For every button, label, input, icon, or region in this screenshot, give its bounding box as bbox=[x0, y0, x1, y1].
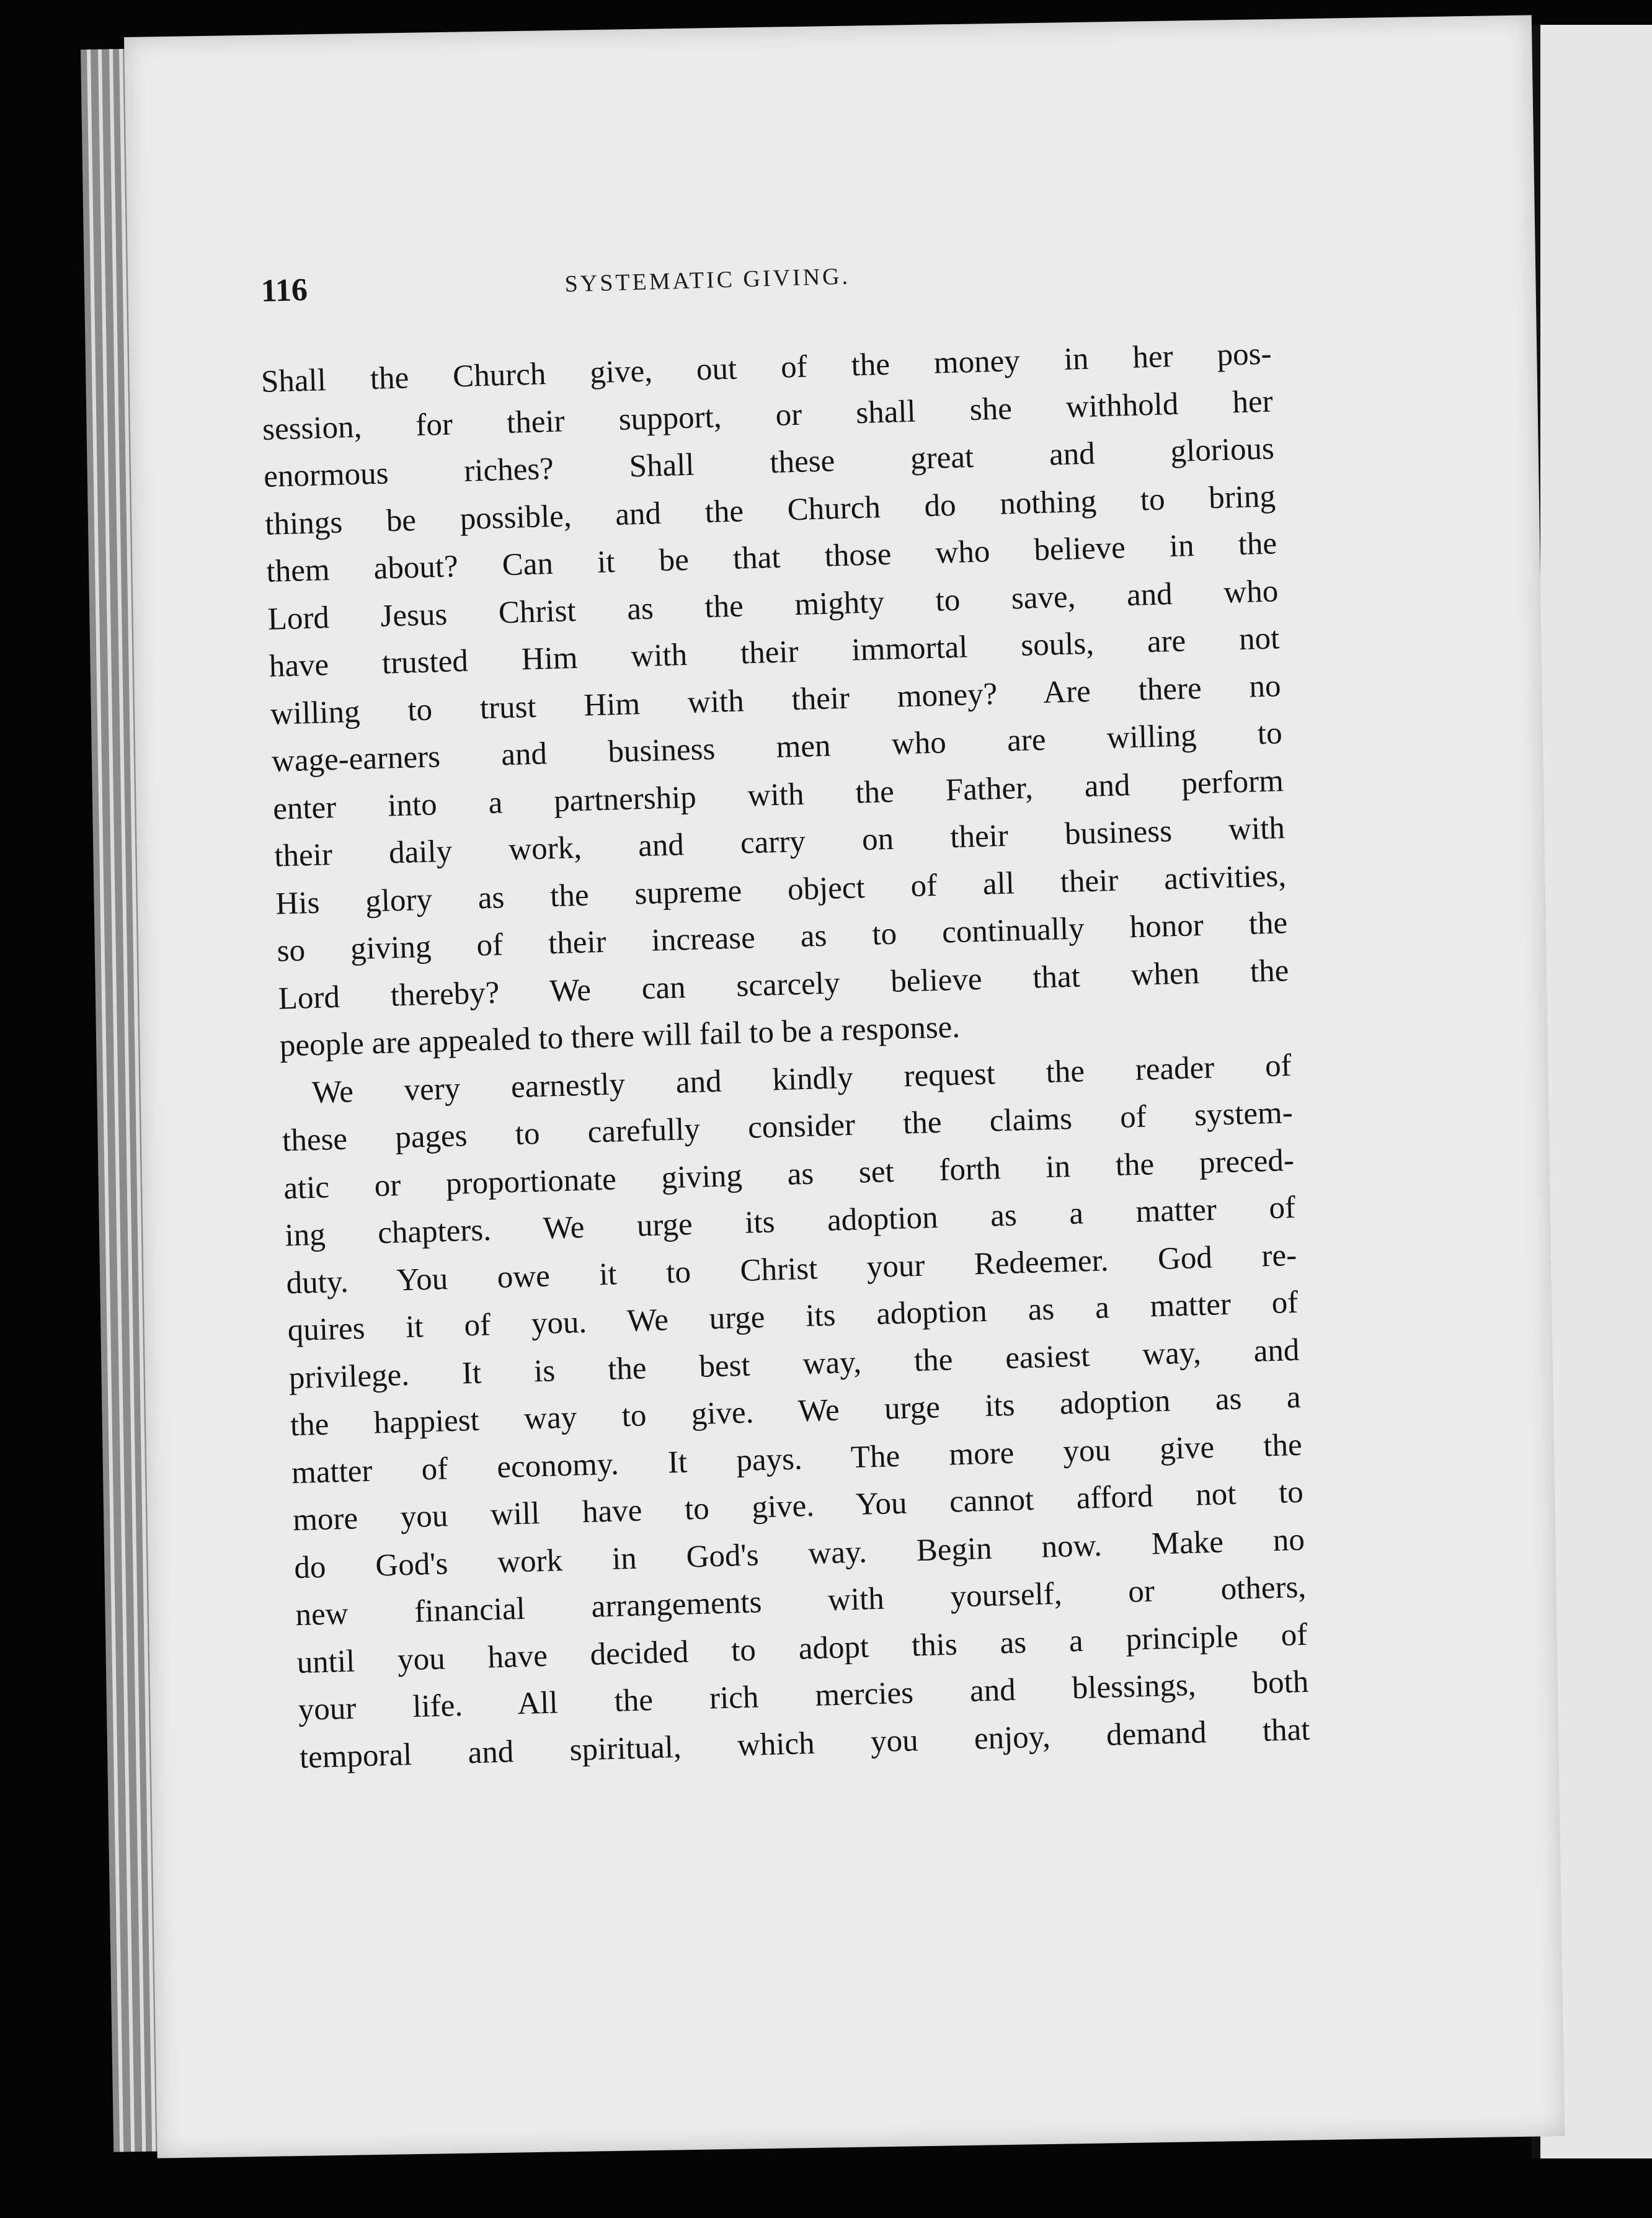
text-line: Lord thereby? We can scarcely believe that when the bbox=[278, 953, 1289, 1017]
text-line: until you have decided to adopt this as a principle of bbox=[296, 1617, 1308, 1680]
text-line: Lord Jesus Christ as the mighty to save, and who bbox=[267, 573, 1279, 637]
text-line: privilege. It is the best way, the easiest way, and bbox=[288, 1332, 1300, 1396]
text-line: ing chapters. We urge its adoption as a matter of bbox=[284, 1190, 1296, 1254]
text-line: quires it of you. We urge its adoption as a matter of bbox=[286, 1285, 1299, 1348]
text-line: so giving of their increase as to continually honor the bbox=[276, 906, 1288, 969]
text-line: temporal and spiritual, which you enjoy, demand that bbox=[299, 1712, 1311, 1775]
running-head: SYSTEMATIC GIVING. bbox=[564, 263, 851, 298]
text-line: new financial arrangements with yourself, or others, bbox=[295, 1569, 1307, 1633]
text-line: do God's work in God's way. Begin now. Make no bbox=[293, 1522, 1305, 1585]
text-line: more you will have to give. You cannot afford not to bbox=[292, 1474, 1304, 1538]
body-text bbox=[260, 330, 1310, 1781]
text-line: enormous riches? Shall these great and glorious bbox=[263, 431, 1275, 494]
text-line: them about? Can it be that those who believe in the bbox=[265, 526, 1277, 589]
text-line: your life. All the rich mercies and blessings, both bbox=[298, 1664, 1310, 1728]
paragraph bbox=[260, 330, 1290, 1070]
text-line: matter of economy. It pays. The more you give the bbox=[291, 1427, 1303, 1490]
text-line: wage-earners and business men who are willing to bbox=[271, 716, 1283, 779]
text-line: Shall the Church give, out of the money in her pos- bbox=[260, 336, 1272, 399]
text-line: people are appealed to there will fail to be a response. bbox=[279, 1009, 961, 1064]
text-line: their daily work, and carry on their business with bbox=[273, 811, 1286, 874]
text-line: We very earnestly and kindly request the reader of bbox=[311, 1048, 1292, 1110]
text-line: things be possible, and the Church do nothing to bring bbox=[264, 478, 1276, 542]
text-line: willing to trust Him with their money? Are there no bbox=[270, 668, 1282, 732]
text-line: the happiest way to give. We urge its adoption as a bbox=[290, 1379, 1302, 1443]
text-line: enter into a partnership with the Father, and perform bbox=[272, 763, 1284, 827]
paragraph bbox=[280, 1042, 1310, 1782]
page-number: 116 bbox=[260, 272, 308, 309]
text-line: session, for their support, or shall she withhold her bbox=[262, 383, 1274, 447]
text-line: have trusted Him with their immortal souls, are not bbox=[269, 621, 1281, 684]
text-line: His glory as the supreme object of all their activities, bbox=[275, 858, 1287, 922]
text-line: atic or proportionate giving as set forth in the preced- bbox=[283, 1142, 1295, 1206]
text-line: duty. You owe it to Christ your Redeemer. God re- bbox=[285, 1237, 1297, 1301]
text-line: these pages to carefully consider the claims of system- bbox=[282, 1095, 1294, 1159]
